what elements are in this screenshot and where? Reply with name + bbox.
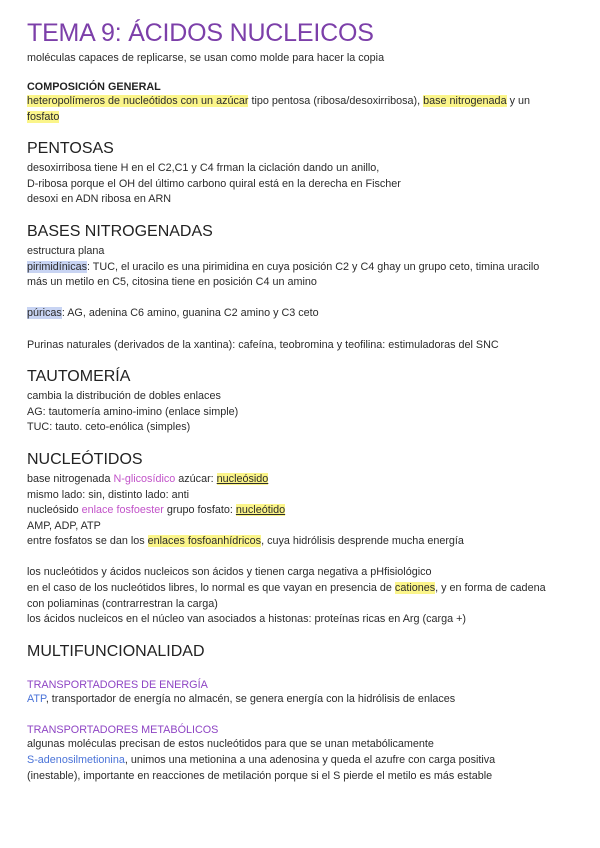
nucleotidos-line-1 xyxy=(27,472,580,488)
text-fragment: azúcar: xyxy=(175,472,217,485)
transportadores-metabolicos-line-1: algunas moléculas precisan de estos nucleótidos para que se unan metabólicamente xyxy=(27,738,434,751)
section-pentosas xyxy=(27,139,580,208)
tautomeria-line-2: AG: tautomería amino-imino (enlace simple) xyxy=(27,405,239,418)
heading-tautomeria: TAUTOMERÍA xyxy=(27,368,131,386)
highlight-nucleosido: nucleósido xyxy=(216,472,269,485)
transportadores-metabolicos-line-2 xyxy=(27,753,580,769)
highlight-pirimidinicas: pirimidínicas xyxy=(27,260,87,273)
text-fragment: , transportador de energía no almacén, se genera energía con la hidrólisis de enlaces xyxy=(45,692,456,705)
highlight-cationes: cationes xyxy=(394,582,436,595)
nucleotidos-line-9: los ácidos nucleicos en el núcleo van asociados a histonas: proteínas ricas en Arg (carga +) xyxy=(27,613,467,626)
bases-puricas xyxy=(27,306,580,322)
highlight-base-nitrogenada: base nitrogenada xyxy=(423,95,507,107)
nucleotidos-line-6: los nucleótidos y ácidos nucleicos son ácidos y tienen carga negativa a pHfisiológico xyxy=(27,566,432,579)
text-fragment: , unimos una metionina a una adenosina y queda el azufre con carga positiva xyxy=(124,754,496,767)
highlight-fosfato: fosfato xyxy=(27,110,60,123)
pentosas-line-3: desoxi en ADN ribosa en ARN xyxy=(27,193,172,206)
tautomeria-line-1: cambia la distribución de dobles enlaces xyxy=(27,390,221,403)
nucleotidos-line-8: con poliaminas (contrarrestran la carga) xyxy=(27,597,218,610)
highlight-enlaces-fosfoanhidricos: enlaces fosfoanhídricos xyxy=(147,535,262,548)
text-fragment: , cuya hidrólisis desprende mucha energía xyxy=(261,535,464,548)
section-tautomeria xyxy=(27,367,580,436)
highlight-nucleotido: nucleótido xyxy=(235,504,286,517)
heading-multifuncionalidad: MULTIFUNCIONALIDAD xyxy=(27,642,205,660)
nucleotidos-line-7 xyxy=(27,581,580,597)
term-n-glicosidico: N-glicosídico xyxy=(113,472,176,485)
text-fragment: entre fosfatos se dan los xyxy=(27,535,148,548)
text-fragment: nucleósido xyxy=(27,504,82,517)
section-nucleotidos xyxy=(27,450,580,628)
composicion-line-1 xyxy=(27,94,580,110)
tautomeria-line-3: TUC: tauto. ceto-enólica (simples) xyxy=(27,421,191,434)
term-s-adenosilmetionina: S-adenosilmetionina xyxy=(27,754,125,767)
highlight-puricas: púricas xyxy=(27,307,62,320)
text-fragment: y un xyxy=(506,95,530,107)
term-atp: ATP xyxy=(27,692,46,705)
text-fragment: en el caso de los nucleótidos libres, lo normal es que vayan en presencia de xyxy=(27,582,395,595)
pentosas-line-1: desoxirribosa tiene H en el C2,C1 y C4 frman la ciclación dando un anillo, xyxy=(27,162,380,175)
bases-line-1: estructura plana xyxy=(27,244,105,257)
composicion-line-2 xyxy=(27,110,580,126)
heading-transportadores-metabolicos: TRANSPORTADORES METABÓLICOS xyxy=(27,724,219,737)
section-bases xyxy=(27,222,580,353)
text-fragment: : TUC, el uracilo es una pirimidina en cuya posición C2 y C4 ghay un grupo ceto, timina uracilo xyxy=(87,260,540,273)
transportadores-energia-line xyxy=(27,692,580,708)
nucleotidos-line-5 xyxy=(27,534,580,550)
spacer xyxy=(27,322,580,338)
bases-purinas: Purinas naturales (derivados de la xantina): cafeína, teobromina y teofilina: estimuladoras del SNC xyxy=(27,338,499,351)
nucleotidos-line-4: AMP, ADP, ATP xyxy=(27,519,101,532)
text-fragment: : AG, adenina C6 amino, guanina C2 amino y C3 ceto xyxy=(61,307,319,320)
text-fragment: tipo pentosa (ribosa/desoxirribosa), xyxy=(248,95,424,107)
heading-pentosas: PENTOSAS xyxy=(27,140,114,158)
subtitle: moléculas capaces de replicarse, se usan como molde para hacer la copia xyxy=(27,52,385,64)
section-multifuncionalidad xyxy=(27,642,580,784)
transportadores-metabolicos-line-3: (inestable), importante en reacciones de metilación porque si el S pierde el metilo es más estable xyxy=(27,769,493,782)
heading-composicion: COMPOSICIÓN GENERAL xyxy=(27,81,161,93)
nucleotidos-line-2: mismo lado: sin, distinto lado: anti xyxy=(27,488,190,501)
bases-pirimidinicas xyxy=(27,260,580,276)
heading-nucleotidos: NUCLEÓTIDOS xyxy=(27,450,143,468)
page-title: TEMA 9: ÁCIDOS NUCLEICOS xyxy=(27,19,374,47)
heading-bases: BASES NITROGENADAS xyxy=(27,222,213,240)
bases-pirimidinicas-2: más un metilo en C5, citosina tiene en posición C4 un amino xyxy=(27,276,317,289)
nucleotidos-line-3 xyxy=(27,503,580,519)
section-composicion xyxy=(27,80,580,125)
term-enlace-fosfoester: enlace fosfoester xyxy=(81,504,164,517)
text-fragment: base nitrogenada xyxy=(27,472,114,485)
spacer xyxy=(27,291,580,307)
text-fragment: grupo fosfato: xyxy=(163,504,236,517)
text-fragment: , y en forma de cadena xyxy=(435,582,546,595)
highlight-heteropolimeros: heteropolímeros de nucleótidos con un azúcar xyxy=(27,95,249,107)
pentosas-line-2: D-ribosa porque el OH del último carbono quiral está en la derecha en Fischer xyxy=(27,177,401,190)
heading-transportadores-energia: TRANSPORTADORES DE ENERGÍA xyxy=(27,678,208,691)
spacer xyxy=(27,550,580,566)
